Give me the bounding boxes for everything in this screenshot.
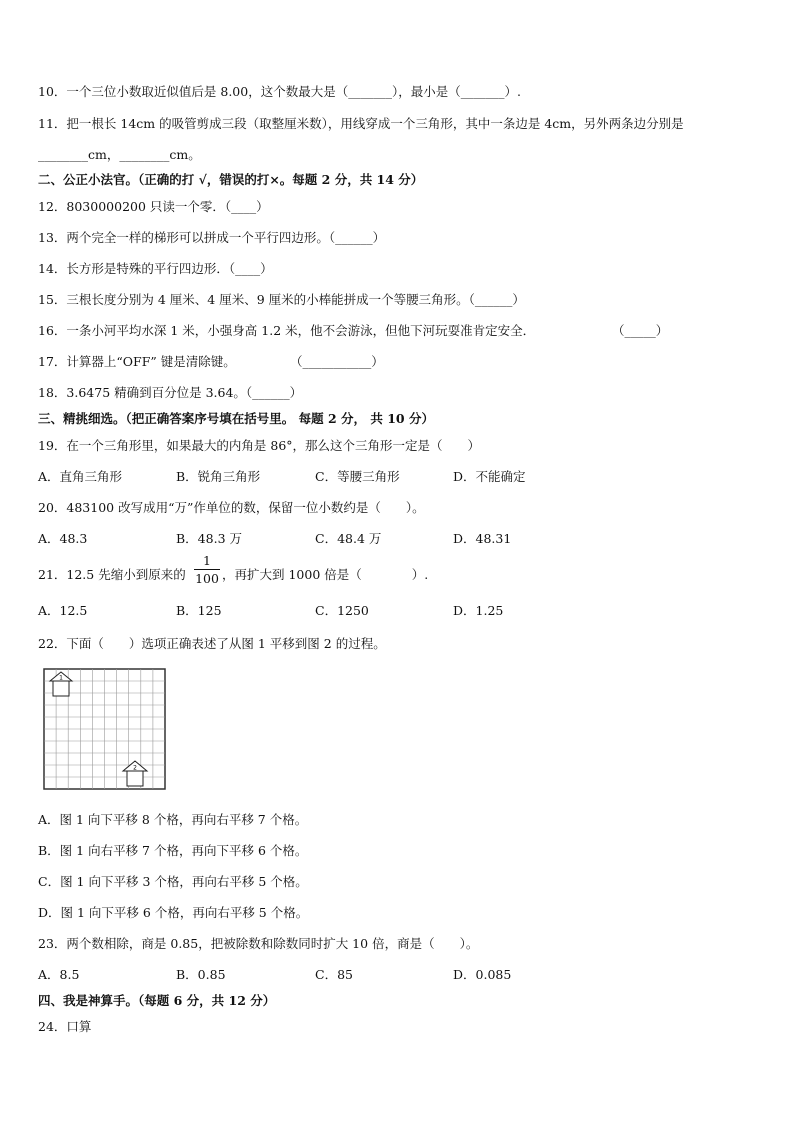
- question-19: 19．在一个三角形里，如果最大的内角是 86°，那么这个三角形一定是（ ）: [38, 438, 481, 453]
- q21-fraction-denominator: 100: [195, 571, 219, 586]
- question-18: 18．3.6475 精确到百分位是 3.64。（______）: [38, 385, 303, 400]
- question-11-line2: ________cm，________cm。: [38, 147, 201, 162]
- q22-option-d: D．图 1 向下平移 6 个格，再向右平移 5 个格。: [38, 905, 309, 920]
- question-17: 17．计算器上“OFF” 键是清除键。: [38, 354, 236, 369]
- q19-option-d: D．不能确定: [453, 469, 526, 484]
- q21-fraction-bar: [194, 569, 220, 570]
- translation-grid-figure: [43, 668, 167, 790]
- q23-option-c: C．85: [315, 967, 353, 982]
- section-4-heading: 四、我是神算手。（每题 6 分，共 12 分）: [38, 993, 276, 1008]
- q22-option-a: A．图 1 向下平移 8 个格，再向右平移 7 个格。: [38, 812, 308, 827]
- q20-option-b: B．48.3 万: [176, 531, 242, 546]
- house-1-label: 1: [59, 674, 63, 682]
- section-2-heading: 二、公正小法官。（正确的打 √，错误的打×。每题 2 分，共 14 分）: [38, 172, 424, 187]
- question-22: 22．下面（ ）选项正确表述了从图 1 平移到图 2 的过程。: [38, 636, 386, 651]
- question-10: 10．一个三位小数取近似值后是 8.00，这个数最大是（_______），最小是（_______）.: [38, 84, 521, 99]
- question-20: 20．483100 改写成用“万”作单位的数，保留一位小数约是（ ）。: [38, 500, 425, 515]
- question-21-prefix: 21．12.5 先缩小到原来的: [38, 567, 186, 582]
- q19-option-c: C．等腰三角形: [315, 469, 400, 484]
- question-23: 23．两个数相除，商是 0.85，把被除数和除数同时扩大 10 倍，商是（ ）。: [38, 936, 479, 951]
- question-12: 12．8030000200 只读一个零．（____）: [38, 199, 269, 214]
- q23-option-d: D．0.085: [453, 967, 512, 982]
- question-16: 16．一条小河平均水深 1 米，小强身高 1.2 米，他不会游泳，但他下河玩耍准肯定安全．: [38, 323, 536, 338]
- q20-option-d: D．48.31: [453, 531, 512, 546]
- question-11-line1: 11．把一根长 14cm 的吸管剪成三段（取整厘米数），用线穿成一个三角形，其中一条边是 4cm，另外两条边分别是: [38, 116, 684, 131]
- q22-option-b: B．图 1 向右平移 7 个格，再向下平移 6 个格。: [38, 843, 308, 858]
- q21-option-d: D．1.25: [453, 603, 504, 618]
- q22-option-c: C．图 1 向下平移 3 个格，再向右平移 5 个格。: [38, 874, 308, 889]
- q21-option-a: A．12.5: [38, 603, 88, 618]
- q21-option-b: B．125: [176, 603, 222, 618]
- question-21-suffix: ，再扩大到 1000 倍是（ ）.: [222, 567, 429, 582]
- question-13: 13．两个完全一样的梯形可以拼成一个平行四边形。（______）: [38, 230, 386, 245]
- question-16-blank: （_____）: [612, 323, 669, 338]
- q23-option-b: B．0.85: [176, 967, 226, 982]
- q20-option-a: A．48.3: [38, 531, 88, 546]
- q23-option-a: A．8.5: [38, 967, 80, 982]
- q19-option-b: B．锐角三角形: [176, 469, 261, 484]
- question-17-blank: （___________）: [290, 354, 384, 369]
- question-15: 15．三根长度分别为 4 厘米、4 厘米、9 厘米的小棒能拼成一个等腰三角形。（______）: [38, 292, 525, 307]
- section-3-heading: 三、精挑细选。（把正确答案序号填在括号里。 每题 2 分， 共 10 分）: [38, 411, 434, 426]
- house-2-label: 2: [133, 764, 137, 772]
- question-24: 24．口算: [38, 1019, 92, 1034]
- q19-option-a: A．直角三角形: [38, 469, 123, 484]
- q21-fraction: [194, 553, 220, 586]
- q21-option-c: C．1250: [315, 603, 369, 618]
- q20-option-c: C．48.4 万: [315, 531, 382, 546]
- q21-fraction-numerator: 1: [203, 553, 211, 568]
- question-14: 14．长方形是特殊的平行四边形．（____）: [38, 261, 273, 276]
